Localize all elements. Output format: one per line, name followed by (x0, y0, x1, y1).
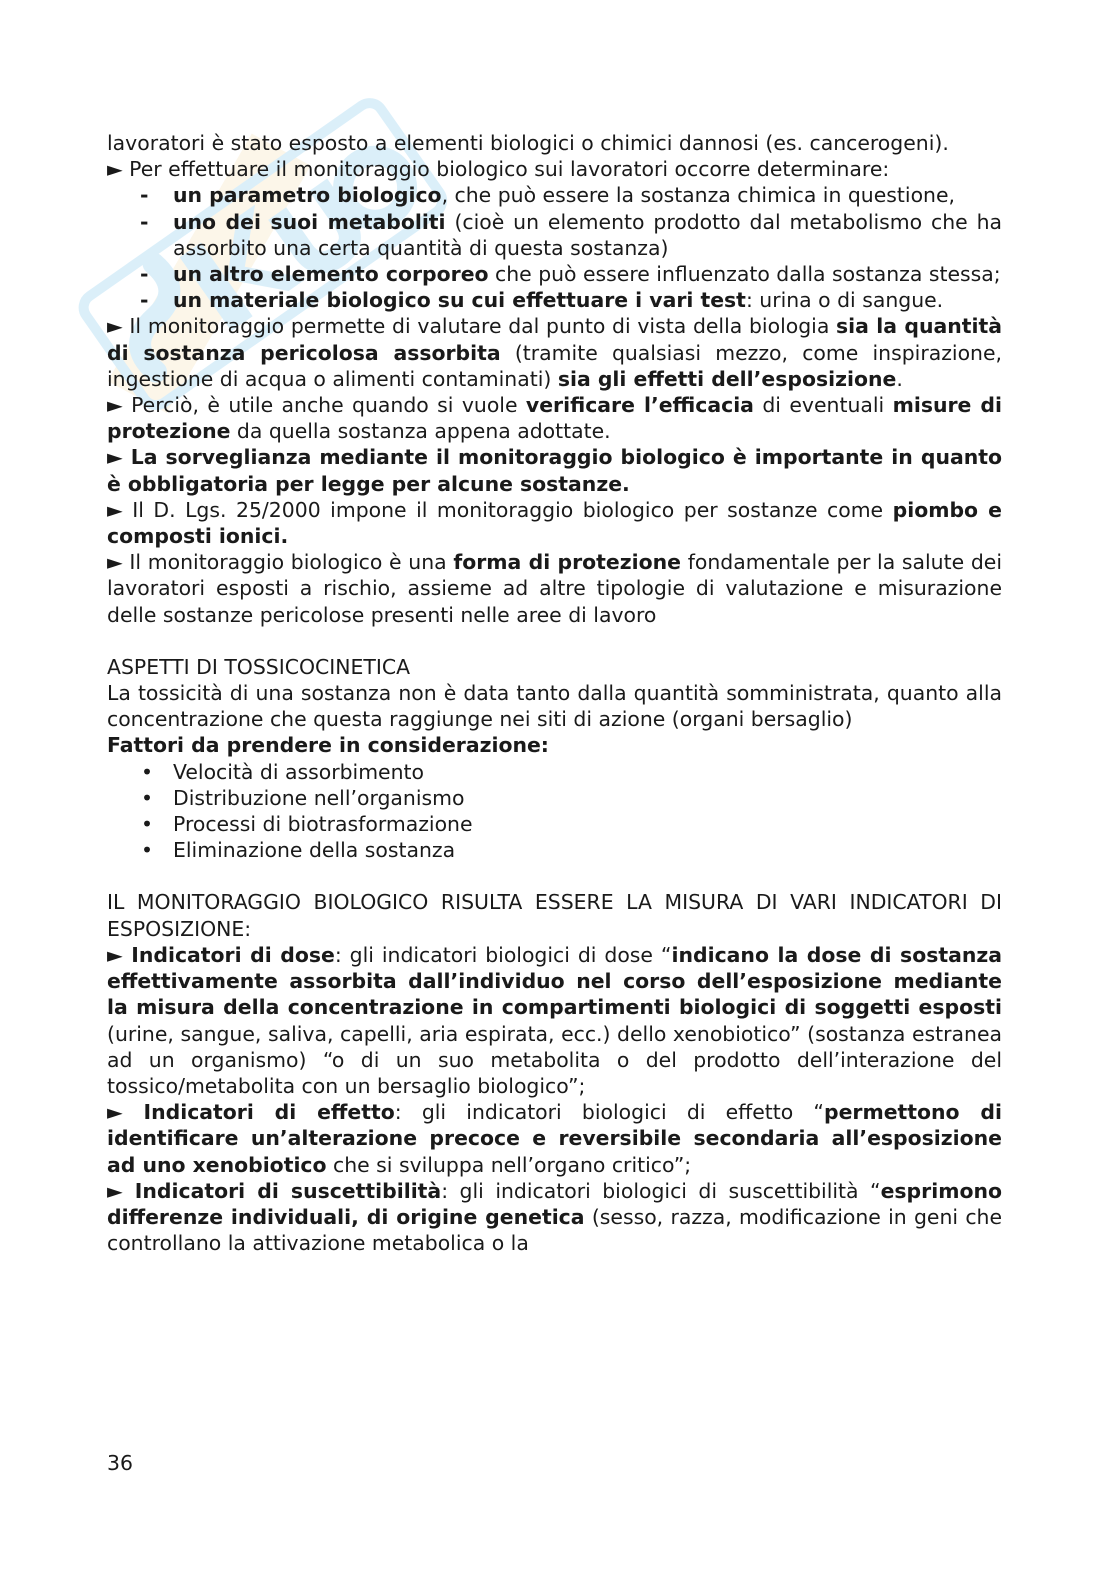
text-bold: verificare l’efficacia (525, 393, 754, 418)
paragraph-text: Per effettuare il monitoraggio biologico sui lavoratori occorre determinare: (129, 157, 890, 182)
parameters-list (107, 182, 1002, 313)
list-item-bold: un parametro biologico (173, 183, 442, 208)
bullet-arrow: ► (107, 1100, 123, 1125)
section-heading-toxicokinetics: ASPETTI DI TOSSICOCINETICA (107, 654, 411, 679)
list-item (107, 287, 1002, 313)
list-item-bold: un altro elemento corporeo (173, 262, 489, 287)
text-bold: La sorveglianza mediante il monitoraggio biologico è importante in quanto è obbligatoria per legge per alcune sostanze. (107, 445, 1002, 496)
text: (urine, sangue, saliva, capelli, aria espirata, ecc.) dello xenobiotico” (sostanza estranea ad un organismo) “o di un suo metabolita o del prodotto dell’interazione del tossico/metabolita con un bersaglio biologico”; (107, 1021, 1002, 1098)
list-item: • Processi di biotrasformazione (107, 811, 1002, 837)
text: Il monitoraggio permette di valutare dal punto di vista della biologia (129, 314, 837, 339)
list-item-text: , che può essere la sostanza chimica in questione, (441, 183, 955, 208)
list-item-text: che può essere influenzato dalla sostanza stessa; (488, 262, 1001, 287)
list-item (107, 209, 1002, 261)
paragraph-evaluation (107, 313, 1002, 392)
section-heading-indicators: IL MONITORAGGIO BIOLOGICO RISULTA ESSERE LA MISURA DI VARI INDICATORI DI ESPOSIZIONE: (107, 890, 1002, 941)
text: di eventuali (753, 393, 893, 418)
bullet-arrow: ► (107, 393, 123, 418)
text-bold: forma di protezione (453, 550, 681, 575)
text: Perciò, è utile anche quando si vuole (131, 393, 526, 418)
paragraph-law (107, 497, 1002, 549)
list-item: • Velocità di assorbimento (107, 759, 1002, 785)
text-bold: permettono di identificare un’alterazione precoce e reversibile secondaria all’esposizione ad uno xenobiotico (107, 1100, 1002, 1177)
text-bold: Indicatori di effetto (143, 1100, 395, 1125)
paragraph-efficacy (107, 392, 1002, 444)
text: che si sviluppa nell’organo critico”; (326, 1152, 692, 1177)
list-item (107, 261, 1002, 287)
paragraph-continuation: lavoratori è stato esposto a elementi biologici o chimici dannosi (es. cancerogeni). (107, 131, 949, 155)
text-bold: esprimono differenze individuali, di origine genetica (107, 1178, 1002, 1229)
paragraph-effect-indicators (107, 1099, 1002, 1178)
text: (sesso, razza, modificazione in geni che controllano la attivazione metabolica o la (107, 1204, 1002, 1256)
page-number: 36 (107, 1451, 133, 1475)
bullet-arrow: ► (107, 550, 123, 575)
text: : gli indicatori biologici di dose “ (334, 942, 672, 967)
bullet-arrow: ► (107, 1178, 123, 1203)
text-bold: misure di protezione (107, 393, 1002, 444)
list-item-bold: uno dei suoi metaboliti (173, 209, 446, 234)
list-item-bold: un materiale biologico su cui effettuare i vari test (173, 288, 746, 313)
paragraph-toxicity: La tossicità di una sostanza non è data tanto dalla quantità somministrata, quanto alla concentrazione che questa raggiunge nei siti di azione (organi bersaglio) (107, 681, 1002, 732)
text: fondamentale per la salute dei lavoratori esposti a rischio, assieme ad altre tipologie di valutazione e misurazione delle sostanze pericolose presenti nelle aree di lavoro (107, 550, 1003, 627)
list-item-text: : urina o di sangue. (745, 288, 944, 313)
paragraph-susceptibility-indicators (107, 1178, 1002, 1257)
text-bold: Indicatori di dose (131, 942, 335, 967)
text-bold: Fattori da prendere in considerazione: (107, 733, 549, 758)
list-item-text: (cioè un elemento prodotto dal metabolismo che ha assorbito una certa quantità di questa sostanza) (173, 209, 1002, 260)
text: Il monitoraggio biologico è una (129, 550, 454, 575)
text-bold: piombo e composti ionici. (107, 497, 1003, 549)
text: : gli indicatori biologici di suscettibilità “ (441, 1178, 881, 1203)
bullet-arrow: ► (107, 942, 123, 967)
text-bold: Indicatori di suscettibilità (134, 1178, 442, 1203)
text-bold: indicano la dose di sostanza effettivamente assorbita dall’individuo nel corso dell’esposizione mediante la misura della concentrazione in compartimenti biologici di soggetti esposti (107, 942, 1002, 1020)
bullet-arrow: ► (107, 314, 123, 339)
bullet-arrow: ► (107, 445, 123, 470)
text: : gli indicatori biologici di effetto “ (394, 1100, 824, 1125)
text: Il D. Lgs. 25/2000 impone il monitoraggio biologico per sostanze come (132, 497, 893, 522)
text-bold: sia la quantità di sostanza pericolosa assorbita (107, 314, 1003, 365)
paragraph-surveillance (107, 444, 1002, 496)
bullet-arrow: ► (107, 497, 123, 522)
list-item: • Eliminazione della sostanza (107, 837, 1002, 863)
factors-list (107, 759, 1002, 864)
text: . (896, 366, 903, 391)
paragraph-monitoring-requirements (107, 156, 1002, 182)
bullet-arrow: ► (107, 157, 123, 182)
text-bold: sia gli effetti dell’esposizione (557, 366, 897, 391)
factors-title (107, 732, 1002, 758)
text: da quella sostanza appena adottate. (230, 419, 611, 444)
list-item (107, 182, 1002, 208)
list-item: • Distribuzione nell’organismo (107, 785, 1002, 811)
paragraph-dose-indicators (107, 942, 1002, 1099)
text: (tramite qualsiasi mezzo, come inspirazione, ingestione di acqua o alimenti contaminati) (107, 340, 1003, 391)
paragraph-protection (107, 549, 1002, 628)
document-body (107, 130, 1002, 1256)
